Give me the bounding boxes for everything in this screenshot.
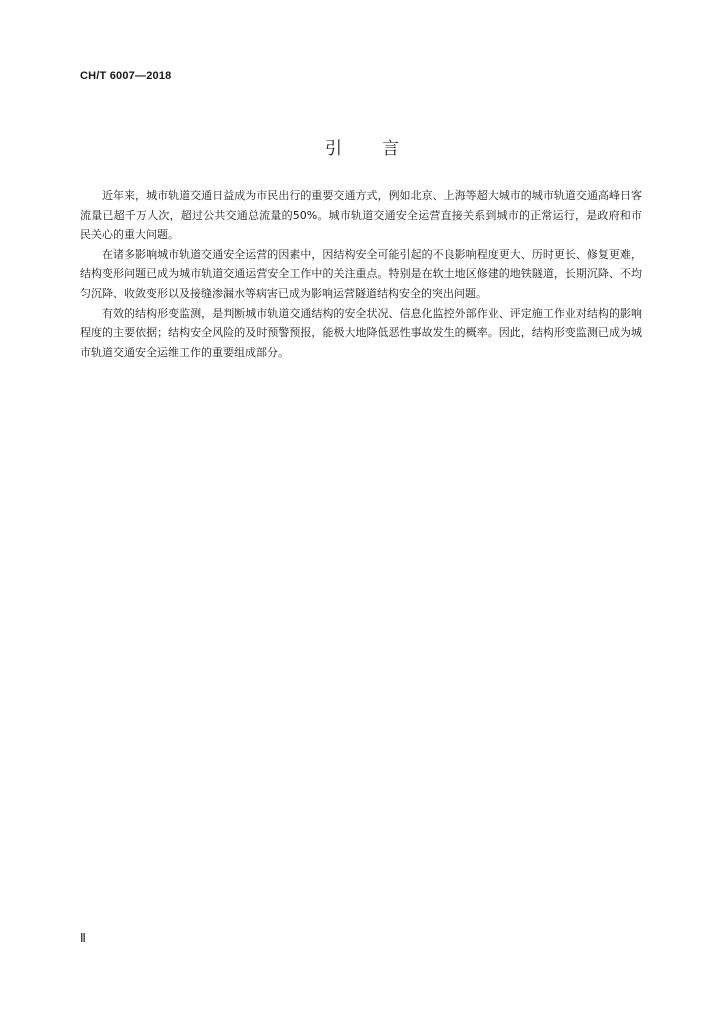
page-title: 引言 <box>325 139 439 159</box>
paragraph: 近年来，城市轨道交通日益成为市民出行的重要交通方式，例如北京、上海等超大城市的城市轨道交通高峰日客流量已超千万人次，超过公共交通总流量的50%。城市轨道交通安全运营直接关系到城市的正常运行，是政府和市民关心的重大问题。 <box>80 189 642 242</box>
paragraph: 有效的结构形变监测，是判断城市轨道交通结构的安全状况、信息化监控外部作业、评定施工作业对结构的影响程度的主要依据；结构安全风险的及时预警预报，能极大地降低恶性事故发生的概率。因此，结构形变监测已成为城市轨道交通安全运维工作的重要组成部分。 <box>80 306 642 359</box>
paragraph: 在诸多影响城市轨道交通安全运营的因素中，因结构安全可能引起的不良影响程度更大、历时更长、修复更难，结构变形问题已成为城市轨道交通运营安全工作中的关注重点。特别是在软土地区修建的地铁隧道，长期沉降、不均匀沉降、收敛变形以及接缝渗漏水等病害已成为影响运营隧道结构安全的突出问题。 <box>80 247 642 300</box>
standard-code: CH/T 6007—2018 <box>80 70 172 82</box>
body-text <box>80 186 642 362</box>
page-number: Ⅱ <box>80 931 86 945</box>
